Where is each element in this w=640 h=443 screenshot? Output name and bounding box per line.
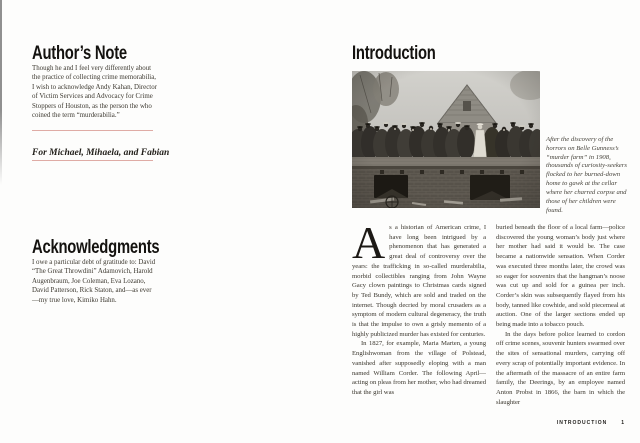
drop-cap: A (352, 223, 386, 268)
intro-paragraph-4: In the days before police learned to cordon off crime scenes, souvenir hunters swarmed over the sites of sensational murders, carrying off every scrap of potentially important evidence. In the aftermath of the massacre of an entire farm family, the Deerings, by an employee named Anton Probst in 1866, the barn in which the slaughter (496, 330, 625, 406)
scan-edge-shadow (0, 0, 2, 185)
footer-page-number: 1 (621, 420, 625, 426)
intro-paragraph-1 (352, 223, 486, 339)
dedication-text: For Michael, Mihaela, and Fabian (32, 147, 170, 158)
gunness-murder-farm-photo (352, 71, 540, 208)
authors-note-body: Though he and I feel very differently about the practice of collecting crime memorabilia, I wish to acknowledge Andy Kahan, Director of Victim Services and Advocacy for Crime Stoppers of Houston, as the person the who coined the term “murderabilia.” (32, 64, 157, 119)
intro-paragraph-3: buried beneath the floor of a local farm—police discovered the young woman’s body just where her mother had said it would be. The case became a nationwide sensation. When Corder was executed three months later, the crowd was so eager for souvenirs that the hangman’s noose was cut up and sold for a guinea per inch. Corder’s skin was subsequently flayed from his body, tanned like cowhide, and sold piecemeal at auction. One of the larger sections ended up being made into a tobacco pouch. (496, 224, 625, 329)
crowd-at-excavated-cellar-illustration (352, 71, 540, 208)
authors-note-heading: Author’s Note (32, 42, 127, 64)
footer-chapter-label: INTRODUCTION (556, 420, 608, 426)
running-footer (496, 420, 625, 426)
intro-paragraph-1-text: s a historian of American crime, I have long been intrigued by a phenomenon that has generated a great deal of controversy over the years: the trafficking in so-called murderabilia, morbid collectibles ranging from John Wayne Gacy clown paintings to Christmas cards signed by Ted Bundy, which are sold and traded on the internet. Though decried by moral crusaders as a symptom of modern cultural degeneracy, the truth is that the impulse to own a grisly memento of a highly publicized murder has existed for centuries. (352, 224, 486, 338)
intro-paragraph-2: In 1827, for example, Maria Marten, a young Englishwoman from the village of Polstead, vanished after supposedly eloping with a man named William Corder. The following April—acting on pleas from her mother, who had dreamed that the girl was (352, 340, 486, 396)
dedication-rule-top (32, 130, 153, 131)
introduction-heading: Introduction (352, 42, 436, 64)
acknowledgments-body: I owe a particular debt of gratitude to: David “The Great Throwdini” Adamovich, Harold Augenbraum, Joe Coleman, Eva Lozano, David Patterson, Rick Staton, and—as ever—my true love, Kimiko Hahn. (32, 258, 156, 304)
body-column-2 (496, 223, 625, 417)
body-column-1 (352, 223, 486, 417)
acknowledgments-heading: Acknowledgments (32, 236, 160, 258)
dedication-rule-bottom (32, 160, 153, 161)
photo-caption: After the discovery of the horrors on Belle Gunness’s “murder farm” in 1908, thousands of curiosity-seekers flocked to her burned-down home to gawk at the cellar where her charred corpse and those of her children were found. (546, 135, 627, 214)
